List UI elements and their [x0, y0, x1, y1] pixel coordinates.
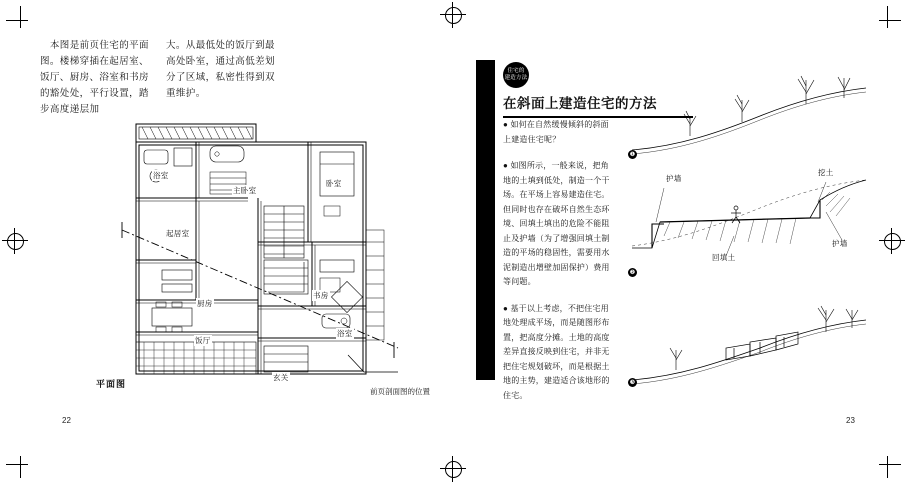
folio-left: 22 — [62, 416, 71, 425]
illustration-label-retaining-wall-left: 护墙 — [666, 174, 682, 183]
registration-mark-right — [879, 228, 905, 254]
room-label-study: 书房 — [313, 291, 329, 300]
registration-mark-bottom — [440, 456, 466, 482]
registration-mark-top — [440, 2, 466, 28]
room-label-master-bedroom: 主卧室 — [233, 186, 257, 195]
paragraph-3: ● 基于以上考虑，不把住宅用地处理成平场，而是随图形布置，把高度分摊。土地的高度差异直接反映到住宅，并非无把住宅规划破坏，而是根据土地的主势，建造适合该地形的住宅。 — [503, 303, 610, 400]
illustration-number-3: ❸ — [629, 380, 636, 386]
room-label-bedroom: 卧室 — [326, 179, 342, 188]
illustration-label-excavation: 挖土 — [818, 168, 834, 177]
room-label-entrance: 玄关 — [273, 373, 289, 382]
left-intro-text — [40, 38, 285, 118]
registration-mark-left — [2, 228, 28, 254]
room-label-living: 起居室 — [166, 229, 190, 238]
intro-column-1: 本图是前页住宅的平面图。楼梯穿插在起居室、饭厅、厨房、浴室和书房的豁处处，平行设置，踏步高度递层加 — [40, 40, 149, 115]
illustration-natural-slope — [630, 66, 870, 156]
illustration-house-on-slope — [630, 300, 870, 390]
folio-right: 23 — [846, 416, 855, 425]
room-label-bathroom-top: 浴室 — [153, 171, 169, 180]
section-position-note: 前页剖面图的位置 — [370, 387, 430, 396]
chapter-badge — [503, 62, 529, 88]
illustration-number-1: ❶ — [629, 152, 636, 158]
paragraph-2: ● 如图所示，一般来说，把角地的土填到低处，制造一个干场。在平场上容易建造住宅。但同时也存在破坏自然生态环境、回填土填出的危险不能阻止及护墙（为了增强回填土制造的平场的稳固性，需要用水泥制造出增壁加固保护）费用等问题。 — [503, 161, 610, 286]
room-label-kitchen: 厨房 — [197, 299, 213, 308]
illustration-number-2: ❷ — [629, 270, 636, 276]
room-label-bathroom-right: 浴室 — [337, 329, 353, 338]
chapter-badge-line2: 建造方法 — [504, 75, 528, 81]
floor-plan-drawing — [98, 110, 403, 385]
paragraph-1: ● 如何在自然缓慢倾斜的斜面上建造住宅呢？ — [503, 120, 609, 144]
chapter-black-bar — [476, 60, 495, 380]
room-label-dining: 饭厅 — [195, 336, 211, 345]
illustration-label-backfill: 回填土 — [712, 253, 736, 262]
chapter-badge-line1: 住宅的 — [507, 68, 525, 74]
section-title: 在斜面上建造住宅的方法 — [503, 92, 693, 118]
section-body — [503, 118, 611, 415]
illustration-label-retaining-wall-right: 护墙 — [832, 239, 848, 248]
intro-column-2: 大。从最低处的饭厅到最高处卧室，通过高低差划分了区域，私密性得到双重维护。 — [166, 40, 275, 99]
plan-caption: 平面图 — [96, 379, 127, 389]
